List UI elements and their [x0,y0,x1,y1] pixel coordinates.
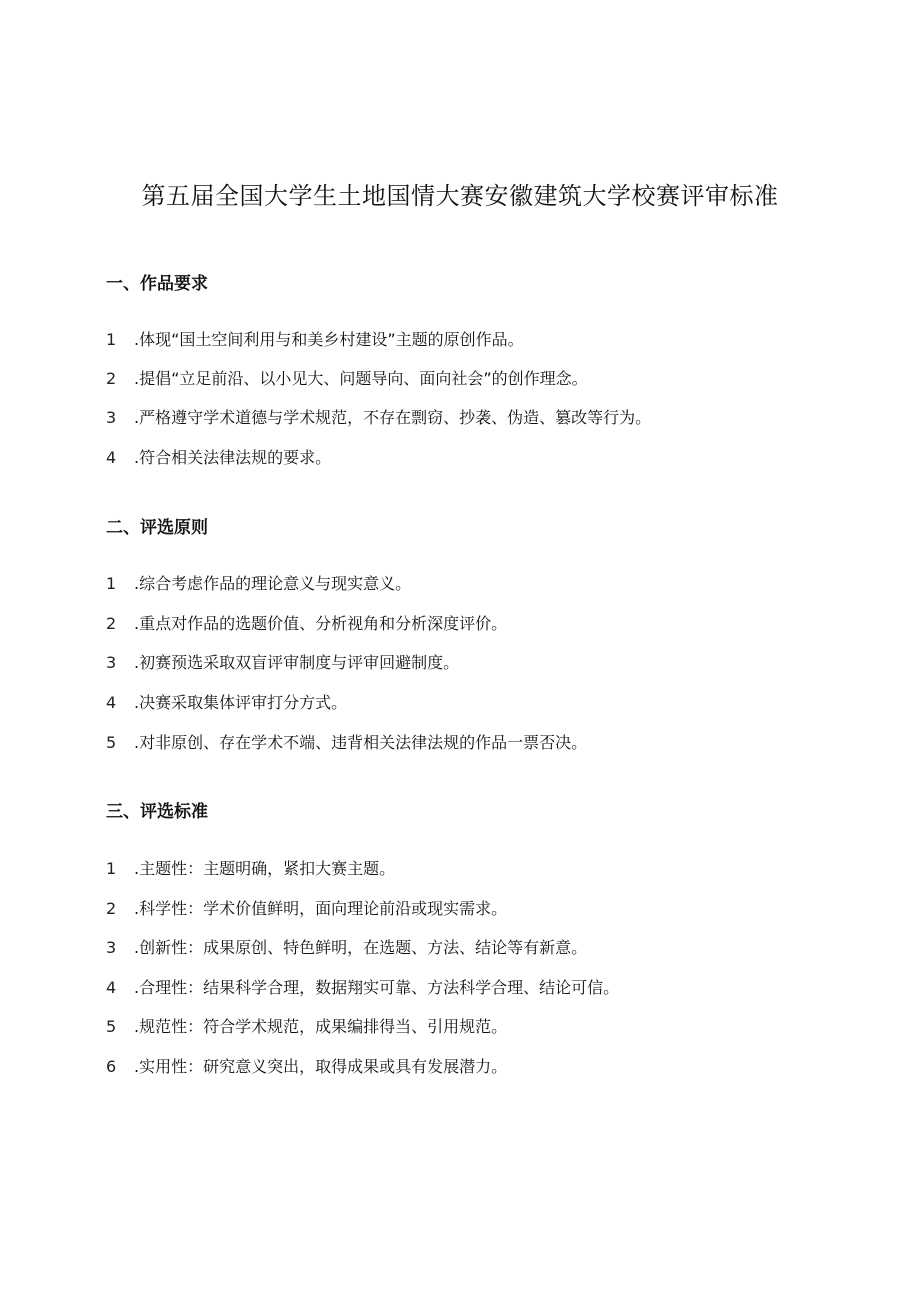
list-item [106,936,587,960]
list-item [106,1055,507,1079]
list-item-number: 5 [106,1017,117,1036]
section-heading-principles: 二、评选原则 [106,518,208,538]
list-item [106,406,651,430]
list-item [106,976,619,1000]
list-item-text: .科学性：学术价值鲜明，面向理论前沿或现实需求。 [134,899,508,918]
list-item [106,651,459,675]
list-item-text: .决赛采取集体评审打分方式。 [134,693,348,712]
list-item-number: 3 [106,938,117,957]
list-item-number: 1 [106,859,117,878]
list-item-text: .主题性：主题明确，紧扣大赛主题。 [134,859,396,878]
document-title: 第五届全国大学生土地国情大赛安徽建筑大学校赛评审标准 [141,182,779,210]
list-item-number: 5 [106,733,117,752]
list-item-text: .符合相关法律法规的要求。 [134,448,332,467]
list-item [106,691,347,715]
list-item-number: 4 [106,978,117,997]
list-item [106,367,588,391]
list-item-text: .合理性：结果科学合理，数据翔实可靠、方法科学合理、结论可信。 [134,978,620,997]
list-item [106,446,331,470]
section-heading-criteria: 三、评选标准 [106,802,208,822]
list-item-text: .对非原创、存在学术不端、违背相关法律法规的作品一票否决。 [134,733,588,752]
list-item [106,1015,507,1039]
list-item-number: 2 [106,614,117,633]
list-item-number: 2 [106,369,117,388]
list-item-text: .重点对作品的选题价值、分析视角和分析深度评价。 [134,614,508,633]
list-item-text: .初赛预选采取双盲评审制度与评审回避制度。 [134,653,460,672]
list-item-text: .综合考虑作品的理论意义与现实意义。 [134,574,412,593]
list-item-text: .体现“国土空间利用与和美乡村建设”主题的原创作品。 [134,330,524,349]
list-item-number: 1 [106,574,117,593]
list-item-text: .严格遵守学术道德与学术规范，不存在剽窃、抄袭、伪造、篡改等行为。 [134,408,652,427]
list-item-number: 2 [106,899,117,918]
list-item [106,731,587,755]
section-heading-requirements: 一、作品要求 [106,274,208,294]
list-item-number: 4 [106,693,117,712]
list-item-number: 1 [106,330,117,349]
list-item-text: .提倡“立足前沿、以小见大、问题导向、面向社会”的创作理念。 [134,369,588,388]
list-item-text: .实用性：研究意义突出，取得成果或具有发展潜力。 [134,1057,508,1076]
list-item [106,612,507,636]
list-item [106,897,507,921]
list-item-number: 6 [106,1057,117,1076]
list-item [106,572,411,596]
list-item-number: 3 [106,408,117,427]
list-item [106,857,395,881]
list-item [106,328,524,352]
list-item-text: .创新性：成果原创、特色鲜明，在选题、方法、结论等有新意。 [134,938,588,957]
list-item-text: .规范性：符合学术规范，成果编排得当、引用规范。 [134,1017,508,1036]
list-item-number: 4 [106,448,117,467]
list-item-number: 3 [106,653,117,672]
